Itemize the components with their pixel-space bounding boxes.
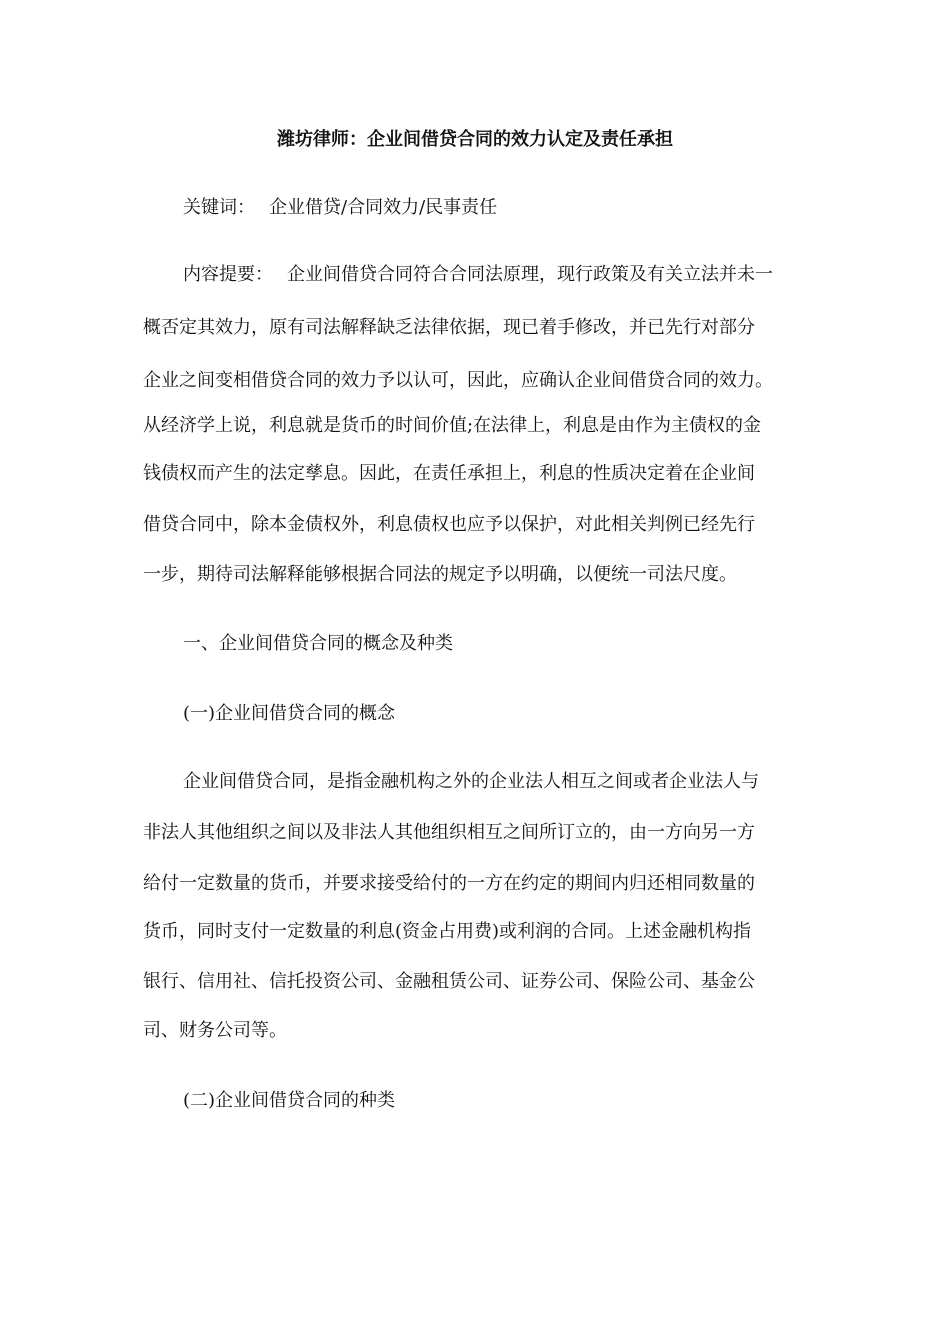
abstract-line: 钱债权而产生的法定孳息。因此，在责任承担上，利息的性质决定着在企业间 xyxy=(143,463,755,484)
abstract-label: 内容提要： xyxy=(183,264,273,285)
definition-line: 货币，同时支付一定数量的利息(资金占用费)或利润的合同。上述金融机构指 xyxy=(143,921,752,942)
subsection-heading: (二)企业间借贷合同的种类 xyxy=(183,1090,396,1111)
subsection-heading: (一)企业间借贷合同的概念 xyxy=(183,703,396,724)
definition-line: 给付一定数量的货币，并要求接受给付的一方在约定的期间内归还相同数量的 xyxy=(143,873,755,894)
abstract-first-line xyxy=(183,263,773,287)
abstract-line: 概否定其效力，原有司法解释缺乏法律依据，现已着手修改，并已先行对部分 xyxy=(143,317,755,338)
keywords-value: 企业借贷/合同效力/民事责任 xyxy=(269,197,498,218)
keywords-label: 关键词： xyxy=(183,197,255,218)
section-heading: 一、企业间借贷合同的概念及种类 xyxy=(183,633,453,654)
definition-line: 非法人其他组织之间以及非法人其他组织相互之间所订立的，由一方向另一方 xyxy=(143,822,755,843)
definition-line: 企业间借贷合同，是指金融机构之外的企业法人相互之间或者企业法人与 xyxy=(183,771,759,792)
abstract-line: 企业之间变相借贷合同的效力予以认可，因此，应确认企业间借贷合同的效力。 xyxy=(143,370,773,391)
definition-line: 银行、信用社、信托投资公司、金融租赁公司、证券公司、保险公司、基金公 xyxy=(143,971,755,992)
definition-line: 司、财务公司等。 xyxy=(143,1020,287,1041)
abstract-line: 一步，期待司法解释能够根据合同法的规定予以明确，以便统一司法尺度。 xyxy=(143,564,737,585)
document-title: 潍坊律师：企业间借贷合同的效力认定及责任承担 xyxy=(277,129,673,150)
abstract-line: 借贷合同中，除本金债权外，利息债权也应予以保护，对此相关判例已经先行 xyxy=(143,514,755,535)
abstract-line: 从经济学上说，利息就是货币的时间价值;在法律上，利息是由作为主债权的金 xyxy=(143,415,762,436)
keywords-line xyxy=(183,196,497,220)
abstract-line: 企业间借贷合同符合合同法原理，现行政策及有关立法并未一 xyxy=(287,264,773,285)
